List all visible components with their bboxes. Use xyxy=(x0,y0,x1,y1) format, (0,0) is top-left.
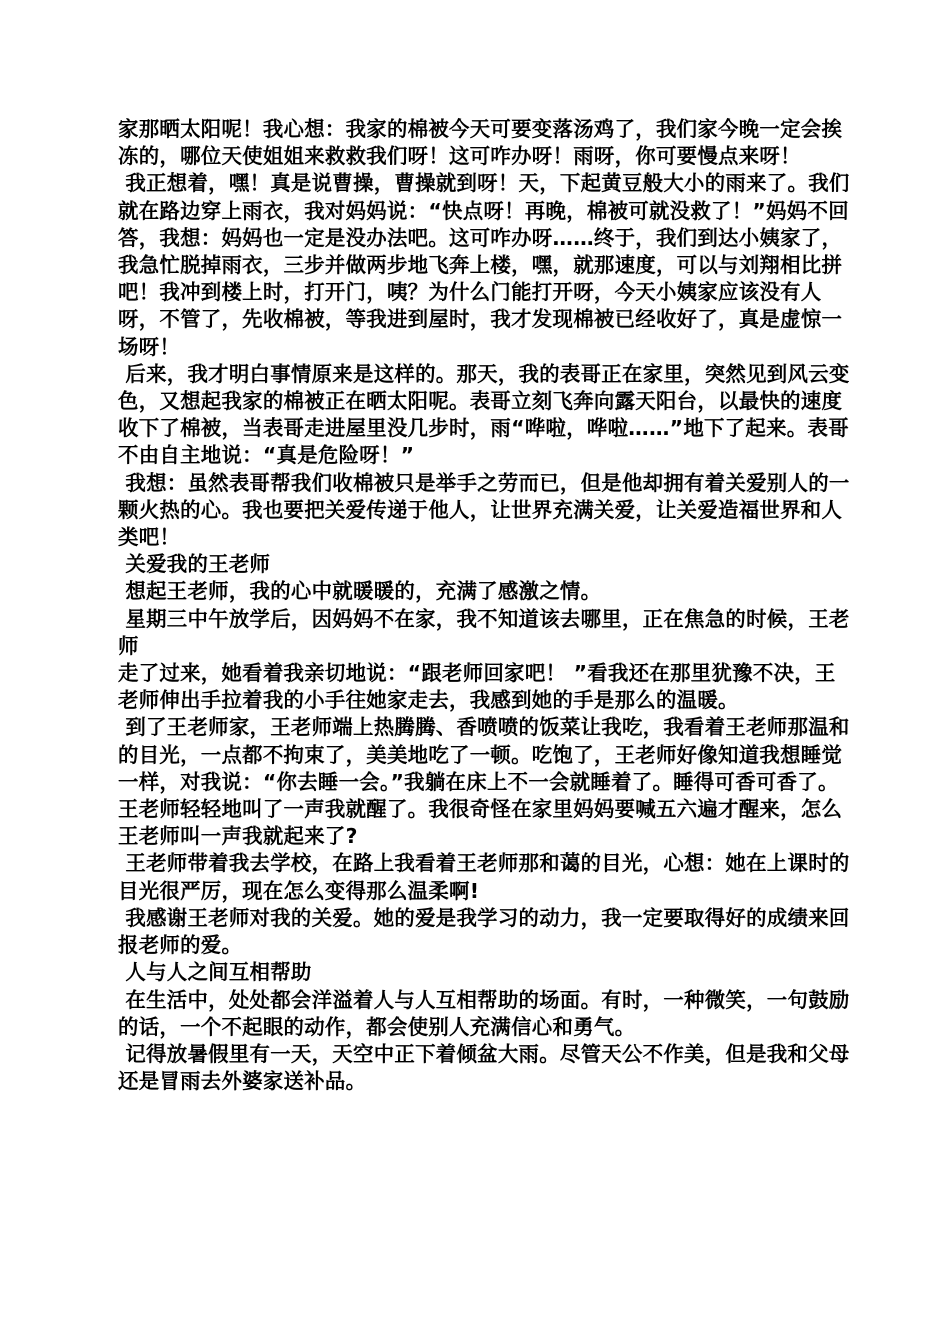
paragraph: 王老师带着我去学校，在路上我看着王老师那和蔼的目光，心想：她在上课时的目光很严厉，现在怎么变得那么温柔啊! xyxy=(118,851,850,903)
paragraph: 记得放暑假里有一天，天空中正下着倾盆大雨。尽管天公不作美，但是我和父母还是冒雨去外婆家送补品。 xyxy=(118,1041,850,1094)
paragraph: 家那晒太阳呢！我心想：我家的棉被今天可要变落汤鸡了，我们家今晚一定会挨冻的，哪位天使姐姐来救救我们呀！这可咋办呀！雨呀，你可要慢点来呀！ xyxy=(118,117,843,169)
paragraph: 到了王老师家，王老师端上热腾腾、香喷喷的饭菜让我吃，我看着王老师那温和的目光，一点都不拘束了，美美地吃了一顿。吃饱了，王老师好像知道我想睡觉一样，对我说：“你去睡一会。”我躺在床上不一会就睡着了。睡得可香可香了。王老师轻轻地叫了一声我就醒了。我很奇怪在家里妈妈要喊五六遍才醒来，怎么王老师叫一声我就起来了? xyxy=(118,715,850,849)
paragraph: 我正想着，嘿！真是说曹操，曹操就到呀！天，下起黄豆般大小的雨来了。我们就在路边穿上雨衣，我对妈妈说：“快点呀！再晚，棉被可就没救了！”妈妈不回答，我想：妈妈也一定是没办法吧。这可咋办呀……终于，我们到达小姨家了，我急忙脱掉雨衣，三步并做两步地飞奔上楼，嘿，就那速度，可以与刘翔相比拼吧！我冲到楼上时，打开门，咦？为什么门能打开呀，今天小姨家应该没有人呀，不管了，先收棉被，等我进到屋时，我才发现棉被已经收好了，真是虚惊一场呀！ xyxy=(118,171,850,359)
paragraph: 我想：虽然表哥帮我们收棉被只是举手之劳而已，但是他却拥有着关爱别人的一颗火热的心。我也要把关爱传递于他人，让世界充满关爱，让关爱造福世界和人类吧！ xyxy=(118,470,850,550)
paragraph: 想起王老师，我的心中就暖暖的，充满了感激之情。 xyxy=(118,579,602,604)
paragraph: 走了过来，她看着我亲切地说：“跟老师回家吧！ ”看我还在那里犹豫不决，王老师伸出手拉着我的小手往她家走去，我感到她的手是那么的温暖。 xyxy=(118,661,836,713)
document-page xyxy=(118,116,856,1095)
section-heading: 关爱我的王老师 xyxy=(118,552,271,577)
paragraph: 在生活中，处处都会洋溢着人与人互相帮助的场面。有时，一种微笑，一句鼓励的话，一个不起眼的动作，都会使别人充满信心和勇气。 xyxy=(118,987,850,1039)
paragraph: 星期三中午放学后，因妈妈不在家，我不知道该去哪里，正在焦急的时候，王老师 xyxy=(118,606,850,658)
paragraph: 后来，我才明白事情原来是这样的。那天，我的表哥正在家里，突然见到风云变色，又想起我家的棉被正在晒太阳呢。表哥立刻飞奔向露天阳台，以最快的速度收下了棉被，当表哥走进屋里没几步时，雨“哗啦，哗啦……”地下了起来。表哥不由自主地说：“真是危险呀！” xyxy=(118,361,850,468)
section-heading: 人与人之间互相帮助 xyxy=(118,960,312,985)
paragraph: 我感谢王老师对我的关爱。她的爱是我学习的动力，我一定要取得好的成绩来回报老师的爱。 xyxy=(118,905,850,958)
